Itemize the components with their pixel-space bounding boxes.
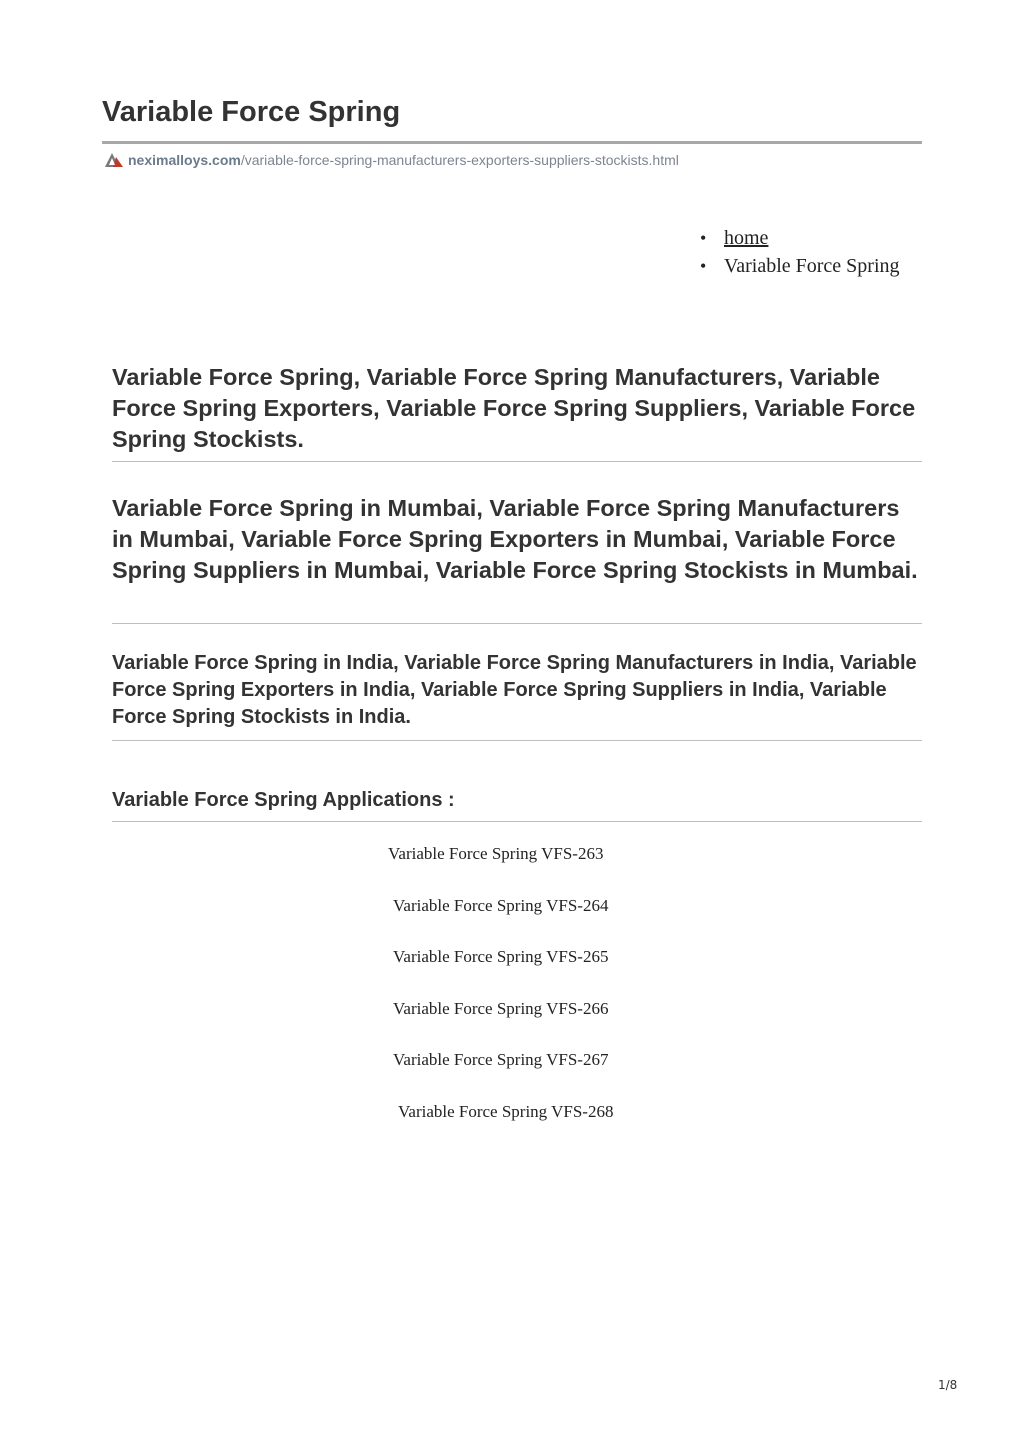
applications-heading: Variable Force Spring Applications :	[112, 789, 455, 811]
warning-triangle-icon	[104, 152, 124, 168]
title-divider	[102, 141, 922, 144]
source-domain[interactable]: neximalloys.com	[128, 152, 241, 168]
main-heading: Variable Force Spring, Variable Force Spring Manufacturers, Variable Force Spring Exporters, Variable Force Spring Suppliers, Variable Force Spring Stockists.	[112, 364, 916, 452]
product-item[interactable]: Variable Force Spring VFS-265	[393, 947, 609, 966]
breadcrumb-current: Variable Force Spring	[724, 255, 900, 277]
india-heading: Variable Force Spring in India, Variable Force Spring Manufacturers in India, Variable Force Spring Exporters in India, Variable Force Spring Suppliers in India, Variable Force Spring Stockists in India.	[112, 652, 917, 728]
breadcrumb	[700, 224, 900, 280]
section-divider	[112, 821, 922, 822]
product-item[interactable]: Variable Force Spring VFS-264	[393, 896, 609, 915]
bullet-icon: •	[700, 228, 707, 248]
bullet-icon: •	[700, 256, 707, 276]
section-divider	[112, 623, 922, 624]
page-number: 1/8	[938, 1378, 958, 1392]
product-item[interactable]: Variable Force Spring VFS-267	[393, 1050, 609, 1069]
mumbai-heading: Variable Force Spring in Mumbai, Variable Force Spring Manufacturers in Mumbai, Variable Force Spring Exporters in Mumbai, Variable Force Spring Suppliers in Mumbai, Variable Force Spring Stockists in Mumbai.	[112, 495, 918, 583]
product-item[interactable]: Variable Force Spring VFS-268	[398, 1102, 614, 1121]
home-link[interactable]: home	[724, 227, 769, 249]
source-url[interactable]	[104, 152, 679, 168]
section-divider	[112, 461, 922, 462]
product-item[interactable]: Variable Force Spring VFS-263	[388, 844, 604, 863]
breadcrumb-item-current	[700, 252, 900, 280]
breadcrumb-item-home	[700, 224, 900, 252]
product-item[interactable]: Variable Force Spring VFS-266	[393, 999, 609, 1018]
source-path[interactable]: /variable-force-spring-manufacturers-exporters-suppliers-stockists.html	[240, 152, 679, 168]
section-divider	[112, 740, 922, 741]
page-title: Variable Force Spring	[102, 96, 401, 128]
